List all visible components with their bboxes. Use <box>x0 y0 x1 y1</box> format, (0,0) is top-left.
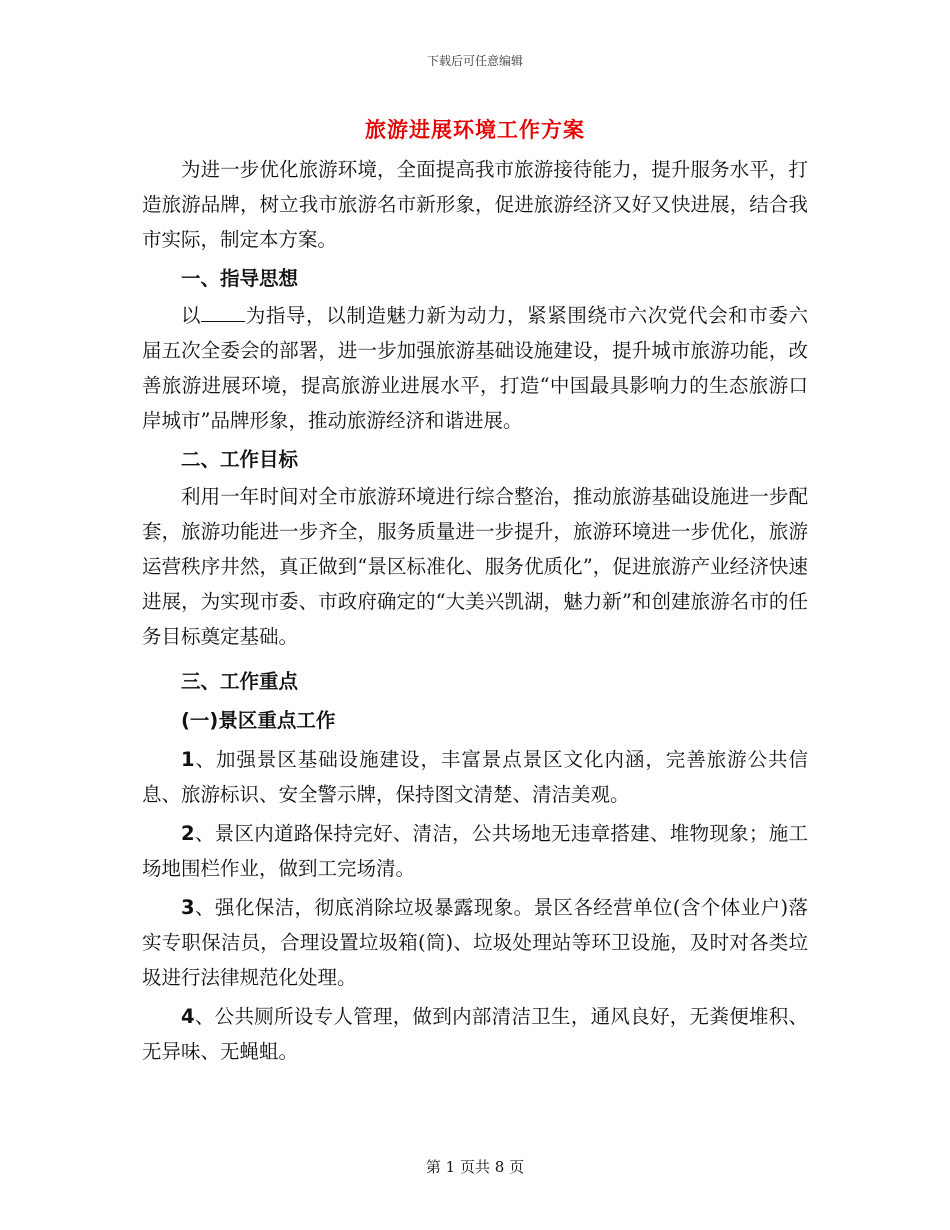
text-after-blank: 为指导，以制造魅力新为动力，紧紧围绕市六次党代会和市委六届五次全委会的部署，进一步加强旅游基础设施建设，提升城市旅游功能，改善旅游进展环境，提高旅游业进展水平，打造“中国最具影响力的生态旅游口岸城市”品牌形象，推动旅游经济和谐进展。 <box>142 304 808 432</box>
fill-in-blank <box>201 303 245 322</box>
work-goals-paragraph: 利用一年时间对全市旅游环境进行综合整治，推动旅游基础设施进一步配套，旅游功能进一步齐全，服务质量进一步提升，旅游环境进一步优化，旅游运营秩序井然，真正做到“景区标准化、服务优质化”，促进旅游产业经济快速进展，为实现市委、市政府确定的“大美兴凯湖，魅力新”和创建旅游名市的任务目标奠定基础。 <box>142 485 808 648</box>
page-header: 下载后可任意编辑 <box>426 54 523 68</box>
section-heading-work-goals: 二、工作目标 <box>181 448 299 471</box>
list-item <box>142 816 808 886</box>
document-title: 旅游进展环境工作方案 <box>365 117 585 142</box>
guiding-ideology-paragraph <box>142 298 808 438</box>
list-item <box>142 890 808 995</box>
list-item-number: 4 <box>181 1005 195 1028</box>
list-item-number: 2 <box>181 822 195 845</box>
subsection-heading-scenic-area: (一)景区重点工作 <box>181 709 336 732</box>
intro-paragraph: 为进一步优化旅游环境，全面提高我市旅游接待能力，提升服务水平，打造旅游品牌，树立我市旅游名市新形象，促进旅游经济又好又快进展，结合我市实际，制定本方案。 <box>142 158 808 251</box>
section-heading-guiding-ideology: 一、指导思想 <box>181 267 299 290</box>
list-item <box>142 742 808 812</box>
list-item <box>142 999 808 1069</box>
list-item-text: 、景区内道路保持完好、清洁，公共场地无违章搭建、堆物现象；施工场地围栏作业，做到工完场清。 <box>142 822 808 880</box>
list-item-number: 1 <box>181 748 195 771</box>
list-item-text: 、加强景区基础设施建设，丰富景点景区文化内涵，完善旅游公共信息、旅游标识、安全警示牌，保持图文清楚、清洁美观。 <box>142 748 808 806</box>
list-item-text: 、公共厕所设专人管理，做到内部清洁卫生，通风良好，无粪便堆积、无异味、无蝇蛆。 <box>142 1005 808 1063</box>
text-before-blank: 以 <box>181 304 202 327</box>
list-item-number: 3 <box>181 896 195 919</box>
document-body <box>142 152 808 1069</box>
page-footer: 第 1 页共 8 页 <box>425 1158 525 1176</box>
section-heading-work-focus: 三、工作重点 <box>181 670 299 693</box>
list-item-text: 、强化保洁，彻底消除垃圾暴露现象。景区各经营单位(含个体业户)落实专职保洁员，合理设置垃圾箱(筒)、垃圾处理站等环卫设施，及时对各类垃圾进行法律规范化处理。 <box>142 896 808 989</box>
